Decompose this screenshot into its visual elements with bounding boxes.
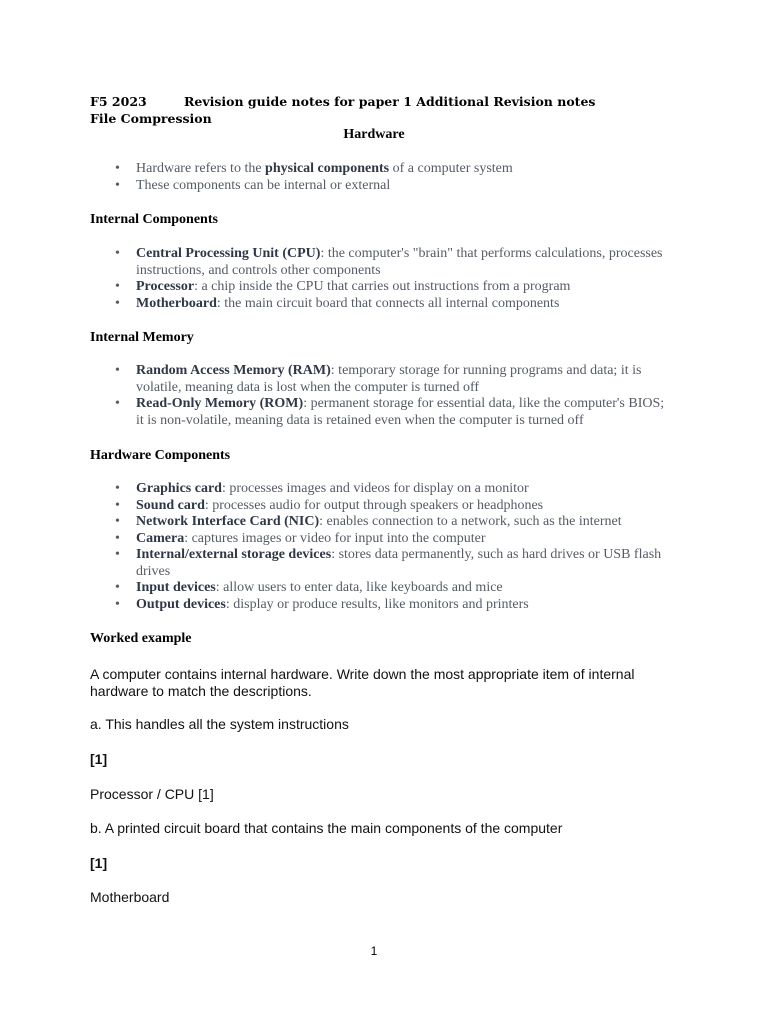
list-item — [90, 296, 670, 313]
internal-components-list — [90, 246, 670, 312]
main-heading: Hardware — [343, 127, 405, 142]
bullet-text: Hardware refers to the — [136, 161, 266, 176]
document-subtitle: File Compression — [90, 111, 212, 126]
bullet-text: : the main circuit board that connects all internal components — [216, 295, 560, 311]
bullet-term: Central Processing Unit (CPU) — [136, 246, 321, 261]
bullet-term: Camera — [136, 530, 185, 546]
bullet-text: : temporary storage for running programs and data; it is volatile, meaning data is lost when the computer is turned off — [136, 363, 642, 395]
bullet-text: : processes images and videos for display on a monitor — [221, 481, 529, 496]
answer-b: Motherboard — [90, 889, 170, 905]
bullet-text: : permanent storage for essential data, like the computer's BIOS; it is non-volatile, meaning data is retained even when the computer is turned off — [136, 396, 665, 428]
worked-example-heading: Worked example — [90, 631, 192, 646]
list-item — [90, 246, 670, 279]
mark-allocation-a: [1] — [90, 751, 108, 767]
list-item — [90, 514, 670, 531]
internal-components-heading: Internal Components — [90, 212, 218, 227]
list-item — [90, 597, 670, 614]
question-part-a: a. This handles all the system instructions — [90, 716, 349, 732]
bullet-term: Input devices — [136, 580, 216, 595]
bullet-term: Read-Only Memory (ROM) — [136, 396, 304, 411]
list-item — [90, 363, 670, 396]
list-item — [90, 580, 670, 597]
bullet-text: These components can be internal or external — [136, 177, 391, 193]
mark-allocation-b: [1] — [90, 855, 108, 871]
hardware-components-heading: Hardware Components — [90, 448, 231, 463]
bullet-text: : display or produce results, like monitors and printers — [225, 596, 529, 612]
bullet-term: physical components — [265, 161, 390, 176]
list-item — [90, 279, 670, 296]
question-intro: A computer contains internal hardware. Write down the most appropriate item of internal hardware to match the descriptions. — [90, 666, 635, 699]
question-part-b: b. A printed circuit board that contains the main components of the computer — [90, 820, 563, 836]
bullet-term: Internal/external storage devices — [136, 547, 332, 562]
bullet-text: : a chip inside the CPU that carries out instructions from a program — [194, 279, 571, 294]
list-item — [90, 547, 670, 580]
bullet-text: of a computer system — [389, 161, 513, 176]
bullet-term: Network Interface Card (NIC) — [136, 514, 320, 529]
list-item — [90, 481, 670, 498]
bullet-term: Output devices — [136, 596, 226, 612]
internal-memory-list — [90, 363, 670, 429]
internal-memory-heading: Internal Memory — [90, 330, 194, 345]
bullet-text: : the computer's "brain" that performs calculations, processes instructions, and controls other components — [136, 246, 663, 278]
bullet-term: Processor — [136, 279, 195, 294]
bullet-term: Graphics card — [136, 481, 222, 496]
list-item — [90, 498, 670, 515]
list-item — [90, 161, 670, 178]
answer-a: Processor / CPU [1] — [90, 786, 214, 802]
list-item — [90, 396, 670, 429]
page-number: 1 — [370, 944, 378, 958]
list-item — [90, 531, 670, 548]
bullet-term: Random Access Memory (RAM) — [136, 363, 331, 378]
document-title: Revision guide notes for paper 1 Additional Revision notes — [184, 94, 596, 109]
document-header — [90, 93, 595, 110]
bullet-term: Motherboard — [136, 295, 217, 311]
bullet-text: : enables connection to a network, such as the internet — [319, 514, 622, 529]
course-code: F5 2023 — [90, 94, 147, 109]
bullet-text: : stores data permanently, such as hard drives or USB flash drives — [136, 547, 662, 579]
bullet-term: Sound card — [136, 497, 205, 513]
bullet-text: : allow users to enter data, like keyboards and mice — [215, 580, 503, 595]
bullet-text: : captures images or video for input into the computer — [184, 530, 486, 546]
bullet-text: : processes audio for output through speakers or headphones — [204, 497, 544, 513]
list-item — [90, 178, 670, 195]
hardware-components-list — [90, 481, 670, 613]
intro-bullet-list — [90, 161, 670, 194]
